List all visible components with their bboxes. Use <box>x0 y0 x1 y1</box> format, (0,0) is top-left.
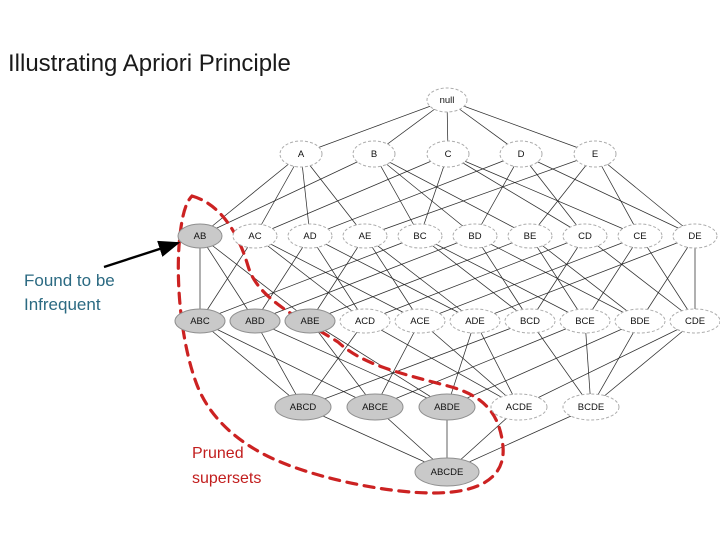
edge-DE-ADE <box>475 236 695 321</box>
edge-A-AC <box>255 154 301 236</box>
node-label-ACE: ACE <box>410 316 430 327</box>
node-label-DE: DE <box>688 231 702 242</box>
edge-ABD-ABDE <box>255 321 447 407</box>
page-title: Illustrating Apriori Principle <box>8 50 291 77</box>
node-label-CD: CD <box>578 231 592 242</box>
edge-CE-BCE <box>585 236 640 321</box>
node-label-D: D <box>517 149 525 160</box>
edge-A-AB <box>200 154 301 236</box>
node-label-E: E <box>591 149 599 160</box>
pruned-note-line1: Pruned <box>192 445 244 462</box>
node-label-BCDE: BCDE <box>577 402 605 413</box>
infrequent-arrow <box>104 243 178 267</box>
infrequent-note-line2: Infrequent <box>24 295 101 314</box>
node-label-BC: BC <box>413 231 427 242</box>
node-label-ADE: ADE <box>465 316 485 327</box>
edge-D-AD <box>310 154 521 236</box>
node-label-ABDE: ABDE <box>434 402 460 413</box>
node-label-A: A <box>297 149 305 160</box>
node-label-B: B <box>370 149 378 160</box>
edge-BE-ABE <box>310 236 530 321</box>
edge-BD-BCD <box>475 236 530 321</box>
edge-B-AB <box>200 154 374 236</box>
node-label-BCD: BCD <box>519 316 541 327</box>
edge-ACD-ABCD <box>303 321 365 407</box>
edge-AE-ACE <box>365 236 420 321</box>
node-label-ABC: ABC <box>190 316 210 327</box>
node-label-BCE: BCE <box>575 316 595 327</box>
edge-D-BD <box>475 154 521 236</box>
node-label-ABCDE: ABCDE <box>430 467 464 478</box>
node-label-ACDE: ACDE <box>505 402 533 413</box>
infrequent-note <box>24 269 115 317</box>
edge-C-CE <box>448 154 640 236</box>
node-label-null: null <box>439 95 455 106</box>
edge-BDE-ABDE <box>447 321 640 407</box>
edge-CE-ACE <box>420 236 640 321</box>
edge-E-AE <box>365 154 595 236</box>
node-label-AE: AE <box>358 231 372 242</box>
pruned-note-line2: supersets <box>192 470 262 487</box>
node-label-ABD: ABD <box>245 316 265 327</box>
node-label-AB: AB <box>193 231 207 242</box>
node-label-BDE: BDE <box>630 316 650 327</box>
node-label-AD: AD <box>303 231 317 242</box>
edge-D-DE <box>521 154 695 236</box>
edge-BC-ABC <box>200 236 420 321</box>
node-label-C: C <box>444 149 452 160</box>
infrequent-note-line1: Found to be <box>24 271 115 290</box>
node-label-ABCE: ABCE <box>362 402 388 413</box>
edge-CD-ACD <box>365 236 585 321</box>
edge-BCE-ABCE <box>375 321 585 407</box>
node-label-CDE: CDE <box>684 316 706 327</box>
edge-BCD-BCDE <box>530 321 591 407</box>
pruned-note <box>192 441 261 491</box>
edge-BD-ABD <box>255 236 475 321</box>
edge-ABE-ABCE <box>310 321 375 407</box>
edge-CD-CDE <box>585 236 695 321</box>
node-label-AC: AC <box>248 231 262 242</box>
lattice-nodes <box>175 88 720 486</box>
node-label-BE: BE <box>523 231 537 242</box>
node-label-ABE: ABE <box>300 316 320 327</box>
node-label-ABCD: ABCD <box>289 402 317 413</box>
node-label-ACD: ACD <box>354 316 376 327</box>
node-label-CE: CE <box>633 231 647 242</box>
edge-E-DE <box>595 154 695 236</box>
node-label-BD: BD <box>468 231 482 242</box>
